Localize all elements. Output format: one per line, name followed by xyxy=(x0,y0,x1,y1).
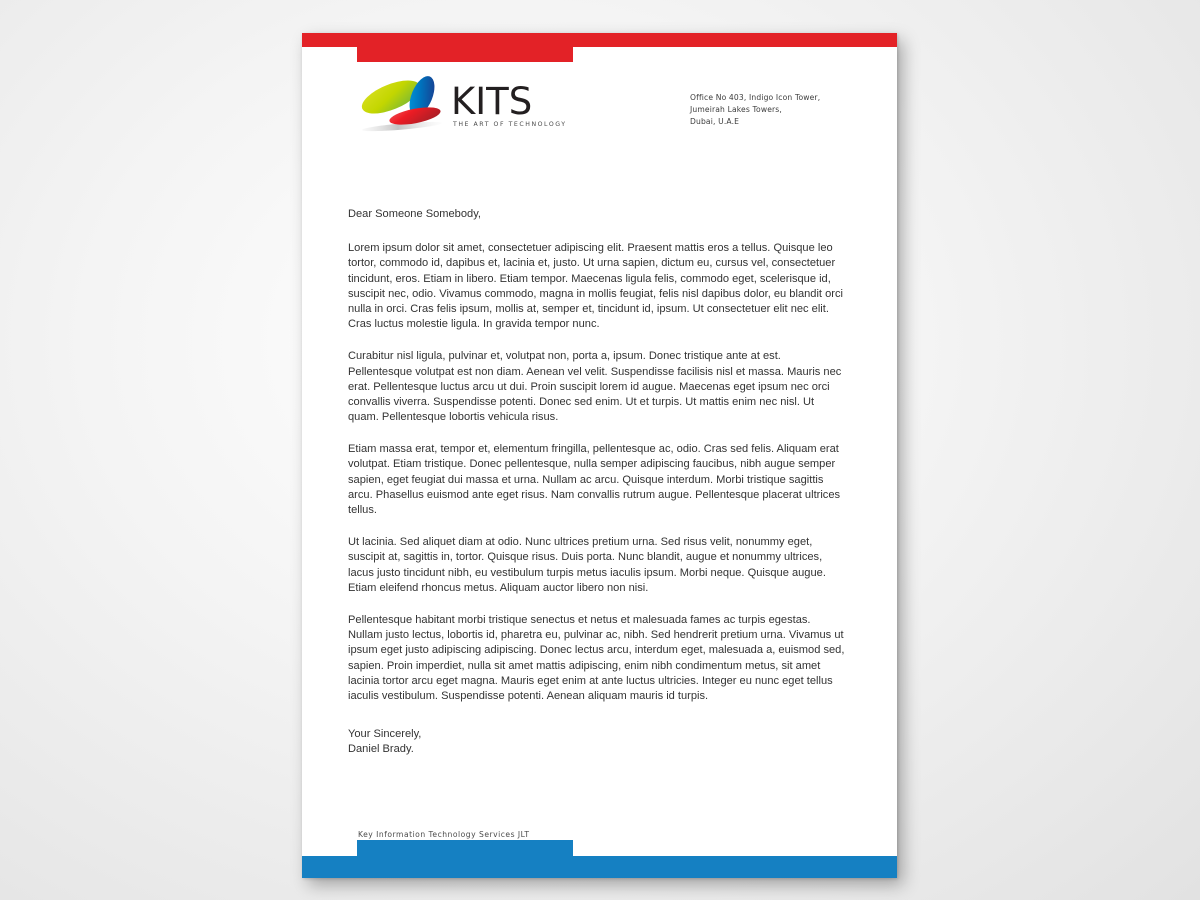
letter-paragraph: Lorem ipsum dolor sit amet, consectetuer adipiscing elit. Praesent mattis eros a tellus. Quisque leo tortor, commodo id, dapibus et, lacinia et, justo. Ut urna sapien, dictum eu, cursus vel, consectetuer tincidunt, eros. Etiam in libero. Etiam tempor. Maecenas ligula felis, commodo eget, scelerisque id, suscipit nec, odio. Vivamus commodo, magna in mollis feugiat, felis nisl dapibus dolor, eu blandit orci nulla in orci. Cras felis ipsum, mollis at, semper et, tincidunt id, ipsum. Ut consectetuer elit nec elit. Cras luctus molestie ligula. In gravida tempor nunc. xyxy=(348,242,843,331)
letter-salutation: Dear Someone Somebody, xyxy=(348,208,481,220)
letterhead-page xyxy=(302,33,897,878)
address-line-1: Office No 403, Indigo Icon Tower, xyxy=(690,93,821,102)
top-red-band xyxy=(302,33,897,47)
address-line-2: Jumeirah Lakes Towers, xyxy=(690,104,782,114)
logo-company-name: KITS xyxy=(451,80,533,123)
bottom-blue-band xyxy=(302,856,897,878)
footer-company-name: Key Information Technology Services JLT xyxy=(358,830,530,839)
company-address xyxy=(690,92,820,127)
letter-body xyxy=(348,207,845,757)
letter-paragraph: Ut lacinia. Sed aliquet diam at odio. Nunc ultrices pretium urna. Sed risus velit, nonummy eget, suscipit at, sagittis in, tortor. Quisque risus. Duis porta. Nunc blandit, augue et nonummy ultrices, lacus justo tincidunt nibh, eu vestibulum turpis metus iaculis ipsum. Morbi neque. Quisque augue. Etiam eleifend rhoncus metus. Aliquam auctor libero non nisi. xyxy=(348,536,826,594)
butterfly-petals-svg xyxy=(358,73,454,135)
signoff-closing: Your Sincerely, xyxy=(348,728,422,741)
top-red-tab xyxy=(357,47,573,62)
signoff-name: Daniel Brady. xyxy=(348,743,414,756)
address-line-3: Dubai, U.A.E xyxy=(690,116,740,126)
letter-signoff xyxy=(348,727,845,757)
kits-butterfly-logo-icon xyxy=(358,73,454,135)
letterhead-header xyxy=(302,73,897,153)
letter-paragraph: Curabitur nisl ligula, pulvinar et, volutpat non, porta a, ipsum. Donec tristique ante at est. Pellentesque volutpat est non diam. Aenean vel velit. Suspendisse facilisis nisl et massa. Mauris nec erat. Pellentesque luctus arcu ut dui. Proin suscipit lorem id augue. Maecenas eget ipsum nec orci convallis viverra. Suspendisse potenti. Donec sed enim. Ut et turpis. Ut mattis enim nec nisl. Ut quam. Pellentesque lobortis vehicula risus. xyxy=(348,350,842,424)
letter-paragraph: Pellentesque habitant morbi tristique senectus et netus et malesuada fames ac turpis egestas. Nullam justo lectus, lobortis id, pharetra eu, pulvinar ac, nibh. Sed hendrerit pretium urna. Vivamus ut ipsum eget justo adipiscing adipiscing. Donec lectus arcu, interdum eget, malesuada a, euismod sed, sapien. Proin imperdiet, nulla sit amet mattis adipiscing, enim nibh condimentum metus, sit amet lacinia tortor arcu eget magna. Mauris eget enim at ante luctus ultricies. Integer eu nunc eget tellus iaculis vestibulum. Suspendisse potenti. Aenean aliquam mauris id turpis. xyxy=(348,613,845,702)
company-logo xyxy=(358,73,608,147)
logo-wordmark xyxy=(451,80,567,129)
bottom-blue-tab xyxy=(357,840,573,856)
letter-paragraph: Etiam massa erat, tempor et, elementum fringilla, pellentesque ac, odio. Cras sed felis. Aliquam erat volutpat. Etiam tristique. Donec pellentesque, nulla semper adipiscing faucibus, nibh augue semper sapien, eget feugiat dui massa et urna. Nullam ac arcu. Quisque interdum. Morbi tristique sagittis arcu. Phasellus euismod ante eget risus. Nam convallis rutrum augue. Pellentesque placerat ultrices tellus. xyxy=(348,443,841,516)
logo-tagline: THE ART OF TECHNOLOGY xyxy=(453,121,567,129)
